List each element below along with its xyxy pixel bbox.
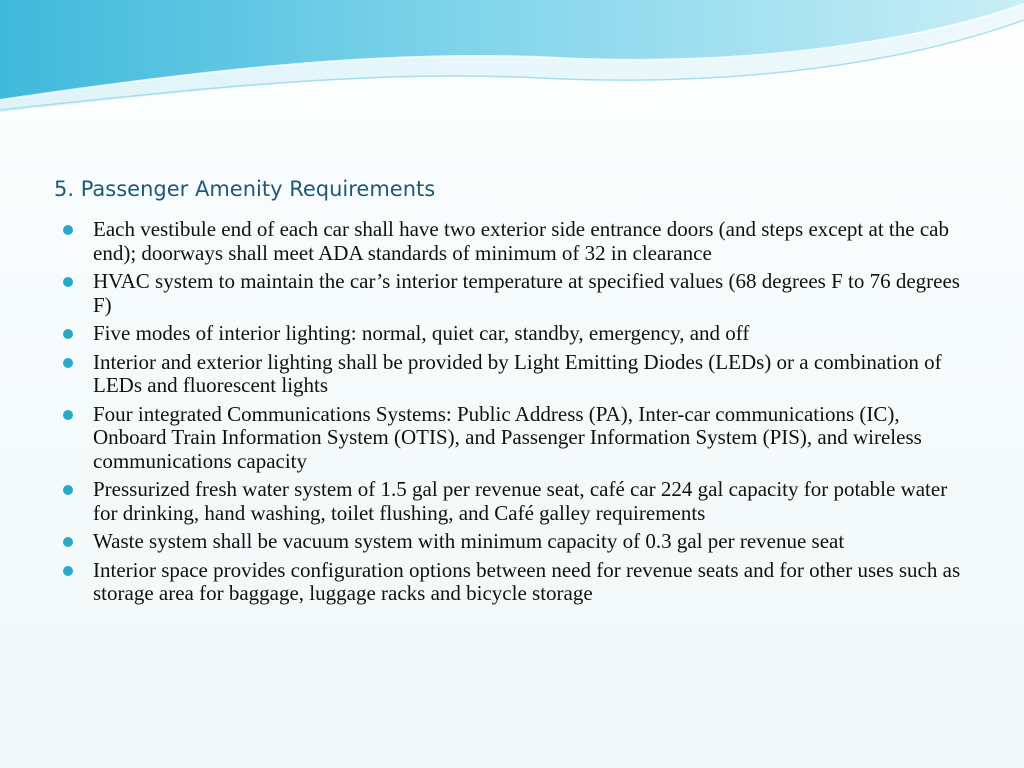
bullet-dot-icon bbox=[63, 485, 73, 495]
list-item-text: Five modes of interior lighting: normal, quiet car, standby, emergency, and off bbox=[93, 321, 750, 345]
list-item bbox=[62, 559, 967, 606]
list-item bbox=[62, 322, 967, 346]
list-item bbox=[62, 351, 967, 398]
bullet-dot-icon bbox=[63, 358, 73, 368]
list-item bbox=[62, 270, 967, 317]
list-item-text: Four integrated Communications Systems: Public Address (PA), Inter-car communications (IC), Onboard Train Information System (OTIS), and Passenger Information System (PIS), and wireless communications capacity bbox=[93, 401, 922, 473]
list-item bbox=[62, 478, 967, 525]
bullet-dot-icon bbox=[63, 277, 73, 287]
bullet-list bbox=[62, 218, 967, 611]
list-item bbox=[62, 403, 967, 474]
list-item-text: Each vestibule end of each car shall have two exterior side entrance doors (and steps except at the cab end); doorways shall meet ADA standards of minimum of 32 in clearance bbox=[93, 217, 949, 265]
list-item-text: Interior space provides configuration options between need for revenue seats and for other uses such as storage area for baggage, luggage racks and bicycle storage bbox=[93, 557, 961, 605]
list-item-text: Pressurized fresh water system of 1.5 gal per revenue seat, café car 224 gal capacity for potable water for drinking, hand washing, toilet flushing, and Café galley requirements bbox=[93, 477, 948, 525]
list-item bbox=[62, 218, 967, 265]
bullet-dot-icon bbox=[63, 225, 73, 235]
list-item-text: Waste system shall be vacuum system with minimum capacity of 0.3 gal per revenue seat bbox=[93, 529, 845, 553]
list-item-text: Interior and exterior lighting shall be provided by Light Emitting Diodes (LEDs) or a combination of LEDs and fluorescent lights bbox=[93, 349, 942, 397]
bullet-dot-icon bbox=[63, 329, 73, 339]
bullet-dot-icon bbox=[63, 410, 73, 420]
slide-title: 5. Passenger Amenity Requirements bbox=[54, 177, 436, 201]
list-item-text: HVAC system to maintain the car’s interior temperature at specified values (68 degrees F to 76 degrees F) bbox=[93, 269, 960, 317]
header-wave-decoration bbox=[0, 0, 1024, 130]
list-item bbox=[62, 530, 967, 554]
bullet-dot-icon bbox=[63, 537, 73, 547]
bullet-dot-icon bbox=[63, 566, 73, 576]
